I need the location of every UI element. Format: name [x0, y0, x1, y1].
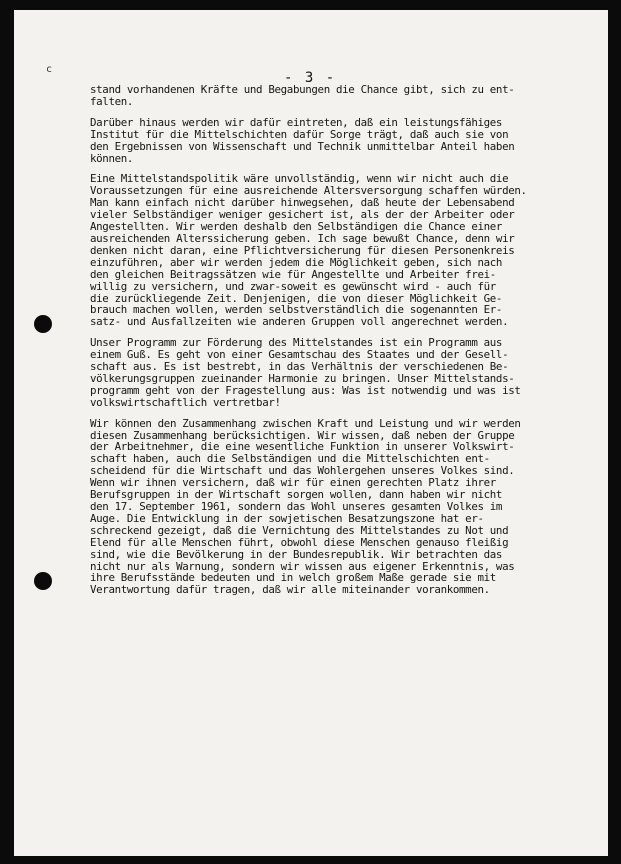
text-line: den gleichen Beitragssätzen wie für Angestellte und Arbeiter frei-: [90, 267, 496, 281]
text-line: stand vorhandenen Kräfte und Begabungen die Chance gibt, sich zu ent-: [90, 83, 515, 96]
text-line: Unser Programm zur Förderung des Mittelstandes ist ein Programm aus: [90, 336, 503, 350]
text-line: schreckend gezeigt, daß die Vernichtung des Mittelstandes zu Not und: [90, 523, 509, 537]
text-line: den 17. September 1961, sondern das Wohl unseres gesamten Volkes im: [90, 500, 503, 513]
text-line: denken nicht daran, eine Pflichtversicherung für diesen Personenkreis: [90, 243, 515, 257]
document-page: [14, 10, 608, 856]
text-line: Voraussetzungen für eine ausreichende Altersversorgung schaffen würden.: [90, 184, 527, 198]
text-line: ihre Berufsstände bedeuten und in welch großem Maße gerade sie mit: [90, 571, 496, 585]
text-line: einem Guß. Es geht von einer Gesamtschau des Staates und der Gesell-: [90, 348, 509, 362]
text-line: falten.: [90, 94, 134, 108]
text-line: Angestellten. Wir werden deshalb den Selbständigen die Chance einer: [90, 220, 503, 234]
punch-hole-top: [34, 315, 52, 333]
text-line: können.: [90, 151, 134, 165]
text-line: nicht nur als Warnung, sondern wir wissen aus eigener Erkenntnis, was: [90, 559, 515, 573]
text-line: willig zu versichern, und zwar-soweit es gewünscht wird - auch für: [90, 279, 496, 293]
margin-mark: c: [46, 64, 53, 75]
text-line: schaft haben, auch die Selbständigen und die Mittelschichten ent-: [90, 452, 490, 466]
paragraph: [90, 337, 618, 408]
paragraph: [90, 84, 618, 108]
text-line: vieler Selbständiger weniger gesichert ist, als der der Arbeiter oder: [90, 208, 515, 222]
text-line: scheidend für die Wirtschaft und das Wohlergehen unseres Volkes sind.: [90, 464, 515, 478]
text-line: ausreichenden Alterssicherung geben. Ich sage bewußt Chance, denn wir: [90, 231, 515, 245]
text-line: brauch machen wollen, werden selbstverständlich die sogenannten Er-: [90, 303, 503, 317]
text-line: Wir können den Zusammenhang zwischen Kraft und Leistung und wir werden: [90, 416, 521, 430]
text-line: der Arbeitnehmer, die eine wesentliche Funktion in unserer Volkswirt-: [90, 440, 515, 454]
paragraph: [90, 173, 618, 328]
text-line: satz- und Ausfallzeiten wie anderen Gruppen voll angerechnet werden.: [90, 315, 509, 329]
text-line: Institut für die Mittelschichten dafür Sorge trägt, daß auch sie von: [90, 127, 509, 141]
text-line: Darüber hinaus werden wir dafür eintreten, daß ein leistungsfähiges: [90, 115, 503, 129]
text-line: die zurückliegende Zeit. Denjenigen, die von dieser Möglichkeit Ge-: [90, 291, 503, 305]
text-line: volkswirtschaftlich vertretbar!: [90, 395, 281, 409]
text-line: diesen Zusammenhang berücksichtigen. Wir wissen, daß neben der Gruppe: [90, 428, 515, 442]
text-line: Eine Mittelstandspolitik wäre unvollständig, wenn wir nicht auch die: [90, 172, 509, 186]
paragraph: [90, 117, 618, 165]
text-line: programm geht von der Fragestellung aus: Was ist notwendig und was ist: [90, 383, 521, 397]
text-line: einzuführen, aber wir werden jedem die Möglichkeit geben, sich nach: [90, 255, 503, 269]
page-number: - 3 -: [284, 70, 337, 86]
text-line: Elend für alle Menschen führt, obwohl diese Menschen genauso fleißig: [90, 535, 509, 549]
text-line: den Ergebnissen von Wissenschaft und Technik unmittelbar Anteil haben: [90, 139, 515, 153]
text-line: Wenn wir ihnen versichern, daß wir für einen gerechten Platz ihrer: [90, 476, 496, 490]
text-line: völkerungsgruppen zueinander Harmonie zu bringen. Unser Mittelstands-: [90, 371, 515, 385]
text-line: Auge. Die Entwicklung in der sowjetischen Besatzungszone hat er-: [90, 511, 484, 525]
text-line: schaft aus. Es ist bestrebt, in das Verhältnis der verschiedenen Be-: [90, 360, 509, 374]
text-line: Man kann einfach nicht darüber hinwegsehen, daß heute der Lebensabend: [90, 196, 515, 210]
punch-hole-bottom: [34, 572, 52, 590]
body-text: [90, 84, 618, 605]
text-line: Berufsgruppen in der Wirtschaft sorgen wollen, dann haben wir nicht: [90, 488, 503, 502]
text-line: sind, wie die Bevölkerung in der Bundesrepublik. Wir betrachten das: [90, 547, 503, 561]
paragraph: [90, 418, 618, 597]
text-line: Verantwortung dafür tragen, daß wir alle miteinander vorankommen.: [90, 583, 490, 597]
